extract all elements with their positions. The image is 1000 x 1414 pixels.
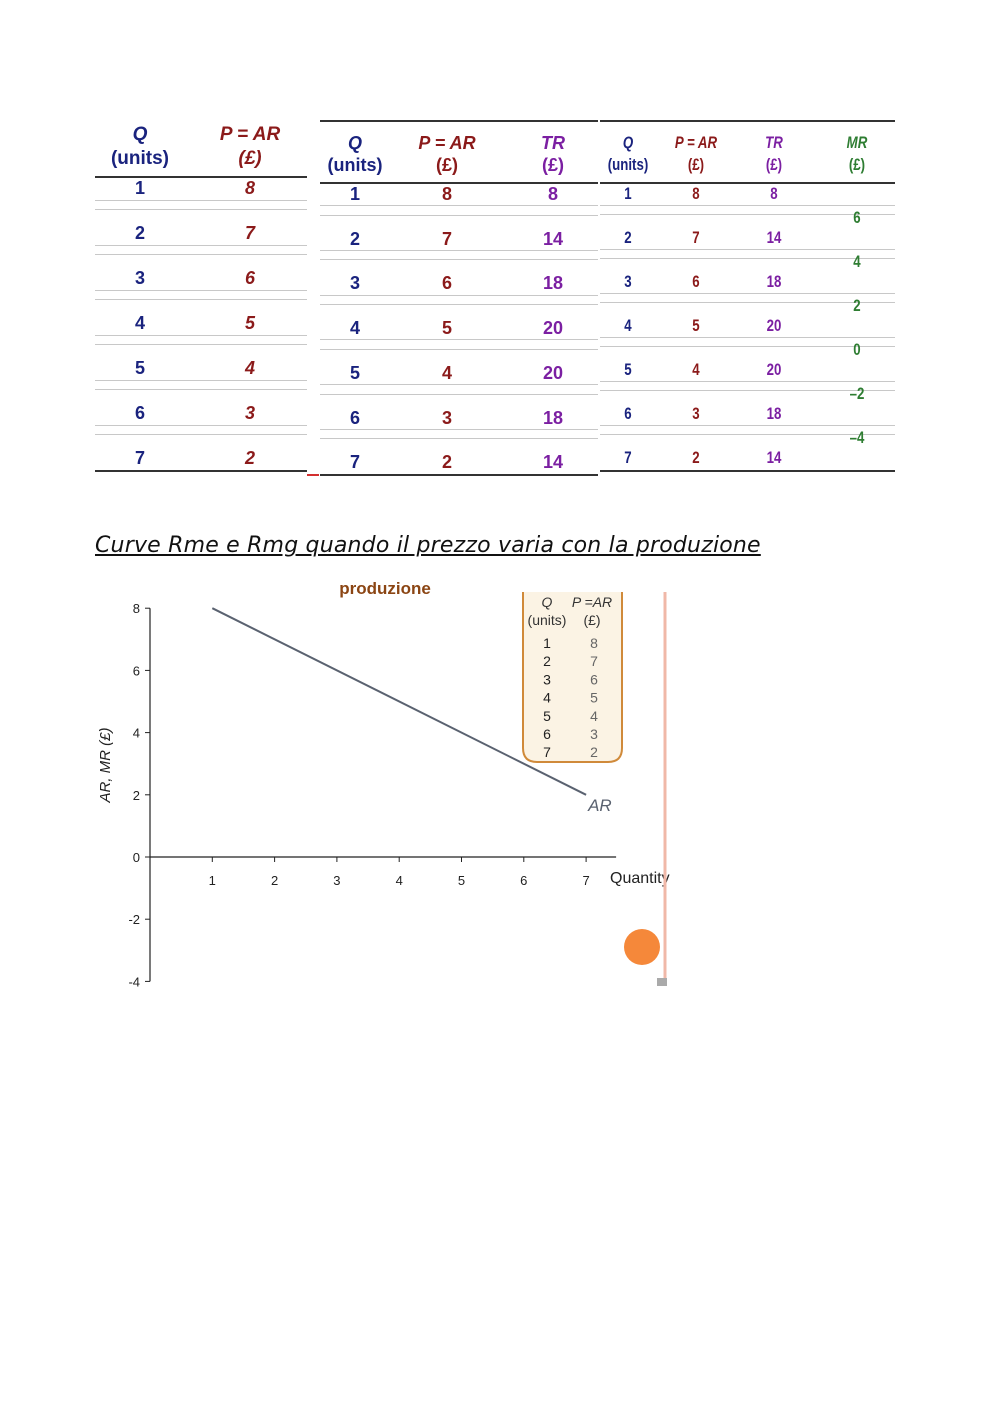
cell-ar: 8 (441, 184, 452, 204)
x-tick-label: 6 (520, 873, 528, 888)
cell-ar: 7 (441, 228, 452, 249)
y-tick-label: 0 (132, 850, 140, 865)
inset-cell-q: 5 (543, 707, 551, 724)
header-ar: P = AR (219, 124, 281, 145)
cell-q: 4 (349, 318, 360, 339)
y-tick-label: -2 (128, 912, 140, 928)
x-tick-label: 1 (208, 873, 216, 888)
inset-cell-q: 1 (543, 635, 551, 651)
inset-header: (units) (527, 612, 567, 628)
y-tick-label: -4 (128, 974, 140, 990)
row-rule (600, 425, 895, 426)
cell-tr: 20 (542, 318, 564, 339)
row-rule (600, 337, 895, 338)
cell-ar: 6 (244, 268, 255, 288)
cell-q: 5 (349, 362, 360, 383)
cell-ar: 4 (244, 358, 255, 378)
row-rule (95, 209, 307, 210)
inset-cell-q: 7 (543, 744, 551, 761)
cell-ar: 4 (692, 360, 700, 379)
cell-q: 1 (349, 184, 360, 204)
cell-ar: 2 (244, 448, 255, 468)
cell-tr: 14 (766, 448, 782, 467)
cell-ar: 2 (692, 448, 700, 467)
cell-ar: 7 (244, 223, 255, 243)
cell-q: 2 (624, 228, 632, 247)
row-rule (95, 335, 307, 336)
cell-q: 1 (134, 178, 145, 198)
cell-mr: –2 (849, 384, 865, 403)
row-rule (320, 215, 598, 216)
cell-ar: 7 (692, 228, 700, 247)
x-tick-label: 4 (395, 873, 403, 888)
header-ar: (£) (436, 155, 458, 175)
inset-cell-q: 3 (543, 671, 551, 688)
inset-table (523, 592, 622, 762)
row-rule (320, 349, 598, 350)
row-rule (95, 299, 307, 300)
cell-q: 3 (349, 273, 360, 294)
cell-q: 1 (624, 184, 632, 203)
cell-ar: 6 (441, 273, 452, 294)
row-rule (320, 429, 598, 430)
y-tick-label: 6 (132, 663, 140, 679)
table-q-ar (95, 120, 307, 480)
cell-tr: 14 (766, 228, 782, 247)
chart-ar-mr (90, 579, 680, 990)
cell-tr: 20 (766, 316, 782, 335)
table-bottom-rule (600, 470, 895, 472)
cell-tr: 14 (542, 452, 564, 473)
cell-ar: 3 (692, 404, 700, 423)
header-tr: (£) (542, 155, 564, 175)
cell-q: 6 (349, 407, 360, 428)
cell-q: 3 (134, 268, 145, 288)
inset-header: Q (541, 594, 553, 610)
row-rule (600, 381, 895, 382)
y-tick-label: 8 (132, 601, 140, 617)
row-rule (95, 254, 307, 255)
cell-mr: 0 (853, 340, 861, 359)
cell-tr: 18 (766, 272, 782, 291)
row-rule (320, 205, 598, 206)
inset-cell-ar: 8 (590, 635, 598, 651)
row-rule (320, 384, 598, 385)
cell-ar: 2 (441, 452, 452, 473)
row-rule (95, 200, 307, 201)
orange-dot-marker (624, 929, 660, 965)
cell-q: 4 (134, 313, 145, 333)
cell-tr: 18 (766, 404, 782, 423)
inset-cell-ar: 4 (590, 707, 598, 724)
inset-cell-q: 2 (543, 653, 551, 670)
row-rule (95, 380, 307, 381)
cell-mr: –4 (849, 428, 865, 447)
row-rule (600, 249, 895, 250)
cell-q: 7 (134, 448, 145, 468)
header-mr: (£) (848, 155, 866, 174)
cell-mr: 4 (853, 252, 861, 271)
cell-ar: 5 (244, 313, 255, 333)
chart-partial-title: produzione (339, 579, 431, 598)
cell-q: 2 (134, 223, 145, 243)
header-q: Q (622, 133, 634, 152)
inset-cell-ar: 2 (590, 744, 598, 761)
inset-cell-ar: 3 (590, 726, 598, 742)
inset-cell-ar: 7 (590, 653, 598, 670)
cell-q: 3 (624, 272, 632, 291)
cell-tr: 20 (766, 360, 782, 379)
cell-ar: 5 (441, 318, 452, 339)
x-axis-label: Quantity (610, 870, 670, 887)
cell-ar: 5 (692, 316, 700, 335)
table-top-rule (320, 120, 598, 122)
inset-cell-ar: 6 (590, 671, 598, 688)
y-tick-label: 2 (132, 787, 140, 803)
row-rule (600, 205, 895, 206)
red-mark (307, 474, 319, 476)
cell-q: 2 (349, 228, 360, 249)
cell-mr: 2 (853, 296, 861, 315)
y-tick-label: 4 (132, 725, 140, 741)
header-tr: TR (765, 133, 783, 152)
cell-q: 5 (134, 358, 145, 378)
header-q: (units) (327, 155, 383, 175)
row-rule (320, 438, 598, 439)
section-title: Curve Rme e Rmg quando il prezzo varia con la produzione (95, 533, 761, 558)
row-rule (95, 425, 307, 426)
cell-tr: 18 (542, 273, 564, 294)
table-bottom-rule (95, 470, 307, 472)
header-q: (units) (110, 148, 170, 169)
header-ar: P = AR (418, 133, 476, 153)
cell-q: 7 (349, 452, 360, 473)
header-ar: (£) (238, 148, 262, 169)
header-q: (units) (607, 155, 649, 174)
row-rule (95, 434, 307, 435)
row-rule (320, 304, 598, 305)
table-top-rule (600, 120, 895, 122)
inset-cell-q: 4 (543, 689, 551, 706)
cell-tr: 14 (542, 228, 564, 249)
x-tick-label: 5 (457, 873, 466, 888)
series-label-ar: AR (588, 795, 612, 815)
cell-ar: 3 (441, 407, 452, 428)
header-tr: (£) (765, 155, 783, 174)
header-ar: P = AR (674, 133, 718, 152)
inset-cell-q: 6 (543, 726, 551, 742)
cell-q: 6 (134, 403, 145, 423)
cell-q: 6 (624, 404, 632, 423)
x-tick-label: 7 (582, 873, 590, 888)
inset-header: (£) (583, 612, 601, 628)
header-tr: TR (541, 133, 565, 153)
cell-q: 5 (624, 360, 632, 379)
resize-handle[interactable] (657, 978, 667, 986)
row-rule (95, 290, 307, 291)
cell-ar: 6 (692, 272, 700, 291)
cell-tr: 18 (542, 407, 564, 428)
table-q-ar-tr (320, 120, 598, 480)
x-tick-label: 2 (270, 873, 279, 888)
cell-q: 7 (624, 448, 632, 467)
header-ar: (£) (687, 155, 705, 174)
row-rule (320, 250, 598, 251)
table-bottom-rule (320, 474, 598, 476)
cell-ar: 3 (244, 403, 255, 423)
inset-cell-ar: 5 (590, 689, 598, 706)
row-rule (95, 389, 307, 390)
table-q-ar-tr-mr (600, 120, 895, 480)
row-rule (320, 259, 598, 260)
cell-mr: 6 (853, 208, 861, 227)
header-q: Q (347, 133, 362, 153)
row-rule (320, 295, 598, 296)
x-tick-label: 3 (333, 873, 341, 888)
cell-tr: 8 (547, 184, 558, 204)
cell-q: 4 (624, 316, 632, 335)
cell-tr: 8 (770, 184, 778, 203)
header-q: Q (132, 124, 148, 145)
cell-tr: 20 (542, 362, 564, 383)
cell-ar: 8 (244, 178, 255, 198)
header-mr: MR (846, 133, 868, 152)
row-rule (320, 339, 598, 340)
cell-ar: 4 (441, 362, 452, 383)
row-rule (320, 394, 598, 395)
y-axis-label: AR, MR (£) (97, 727, 114, 803)
row-rule (95, 344, 307, 345)
row-rule (95, 245, 307, 246)
inset-header: P =AR (571, 594, 613, 610)
row-rule (600, 293, 895, 294)
cell-ar: 8 (692, 184, 700, 203)
